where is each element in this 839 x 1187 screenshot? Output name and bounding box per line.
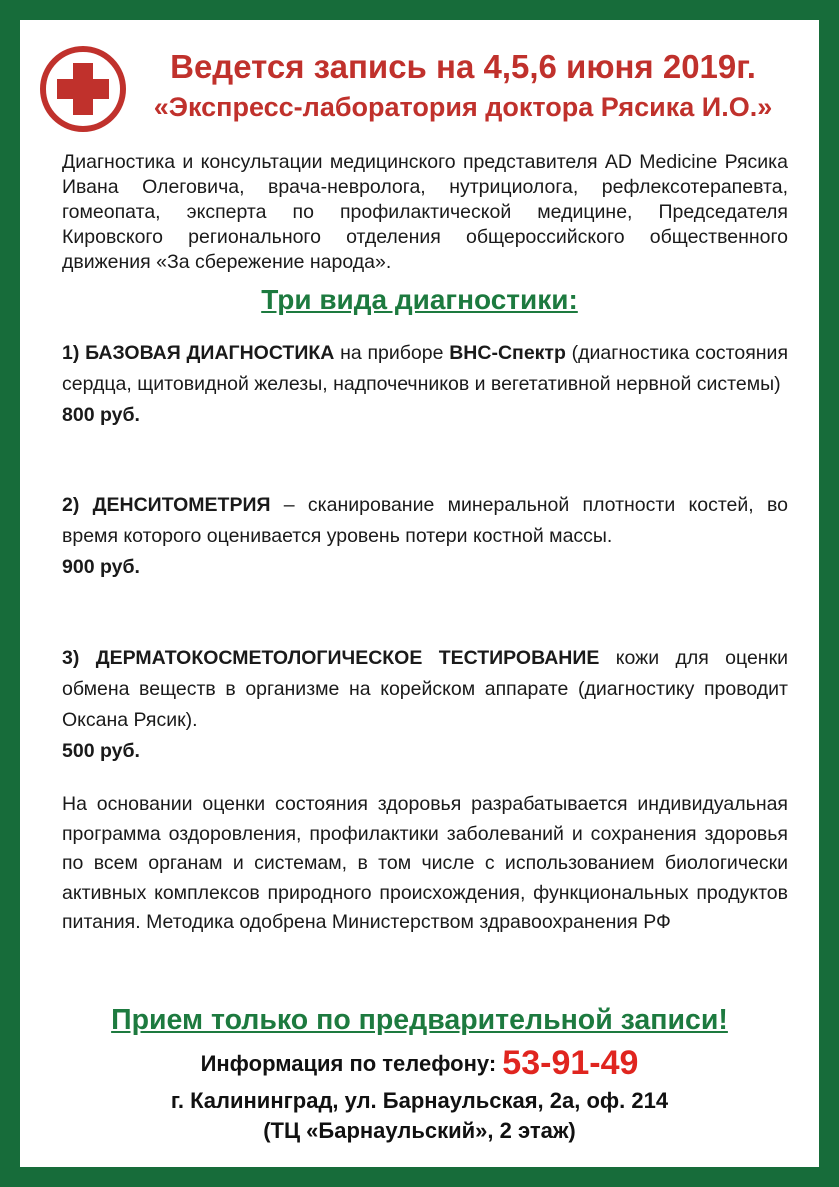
flyer-sheet xyxy=(20,20,819,1167)
appointment-notice: Прием только по предварительной записи! xyxy=(111,1004,728,1036)
diagnostic-item-2 xyxy=(62,490,788,583)
item-price: 900 руб. xyxy=(62,556,140,578)
phone-number: 53-91-49 xyxy=(502,1044,639,1082)
intro-paragraph: Диагностика и консультации медицинского представителя AD Medicine Рясика Ивана Олеговича, врача-невролога, нутрициолога, рефлексотерапевта, гомеопата, эксперта по профилактической медицине, Председателя Кировского регионального отделения общероссийского общественного движения «За сбережение народа». xyxy=(62,151,788,273)
item-text: на приборе xyxy=(334,342,450,364)
page-title: Ведется запись на 4,5,6 июня 2019г. xyxy=(170,48,756,85)
item-description: – сканирование минеральной плотности костей, во время которого оценивается уровень потери костной массы. xyxy=(62,494,788,547)
item-price: 500 руб. xyxy=(62,740,140,762)
phone-label: Информация по телефону: xyxy=(200,1051,497,1076)
item-price: 800 руб. xyxy=(62,404,140,426)
item-title: 3) ДЕРМАТОКОСМЕТОЛОГИЧЕСКОЕ ТЕСТИРОВАНИЕ xyxy=(62,647,600,669)
diagnostic-item-1 xyxy=(62,338,788,431)
item-description: (диагностика состояния сердца, щитовидной железы, надпочечников и вегетативной нервной системы) xyxy=(62,342,789,395)
address-note: (ТЦ «Барнаульский», 2 этаж) xyxy=(263,1118,576,1143)
item-title: 1) БАЗОВАЯ ДИАГНОСТИКА xyxy=(62,342,335,364)
diagnostic-item-3 xyxy=(62,643,788,767)
item-description: кожи для оценки обмена веществ в организме на корейском аппарате (диагностику проводит Оксана Рясик). xyxy=(62,647,788,731)
phone-line xyxy=(20,1044,819,1083)
summary-paragraph: На основании оценки состояния здоровья разрабатывается индивидуальная программа оздоровления, профилактики заболеваний и сохранения здоровья по всем органам и системам, в том числе с использованием биологически активных комплексов природного происхождения, функциональных продуктов питания. Методика одобрена Министерством здравоохранения РФ xyxy=(62,793,788,933)
address: г. Калининград, ул. Барнаульская, 2а, оф. 214 xyxy=(170,1088,669,1113)
item-title: 2) ДЕНСИТОМЕТРИЯ xyxy=(62,494,271,516)
page-subtitle: «Экспресс-лаборатория доктора Рясика И.О.» xyxy=(153,92,773,122)
medical-cross-icon xyxy=(40,46,126,132)
device-name: ВНС-Спектр xyxy=(449,342,566,364)
section-heading: Три вида диагностики: xyxy=(261,284,578,315)
